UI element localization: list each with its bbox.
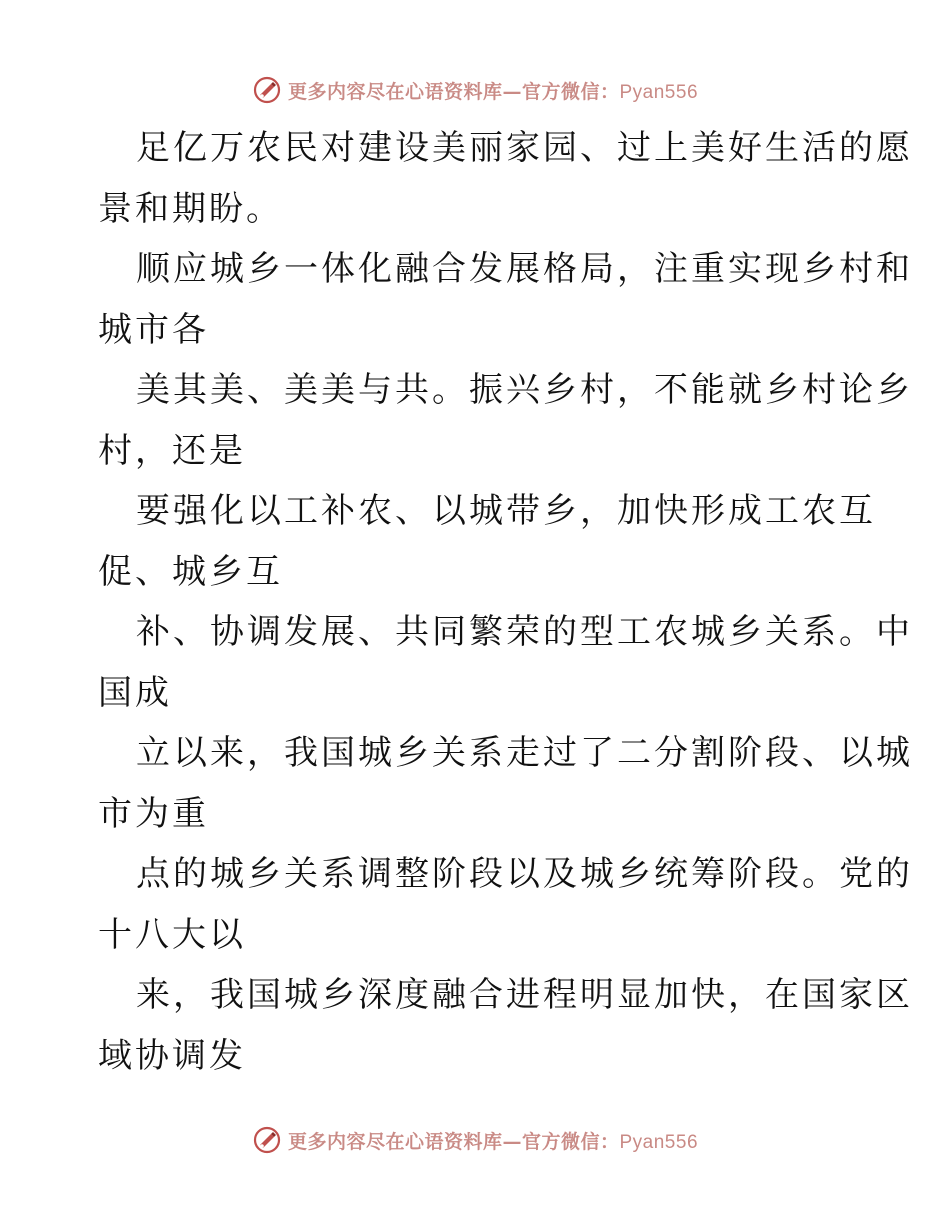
text-line: 城市各 (98, 309, 209, 350)
text-line: 促、城乡互 (98, 551, 283, 592)
text-line: 景和期盼。 (98, 188, 283, 229)
text-line: 国成 (98, 672, 172, 713)
text-line: 域协调发 (98, 1035, 246, 1076)
text-line: 村，还是 (98, 430, 246, 471)
text-line: 顺应城乡一体化融合发展格局，注重实现乡村和 (136, 249, 913, 289)
footer-watermark-banner (0, 1120, 950, 1160)
text-line: 十八大以 (98, 914, 246, 955)
text-line: 市为重 (98, 793, 209, 834)
text-line: 美其美、美美与共。振兴乡村，不能就乡村论乡 (136, 370, 913, 410)
text-line: 补、协调发展、共同繁荣的型工农城乡关系。中 (136, 612, 913, 652)
text-line: 立以来，我国城乡关系走过了二分割阶段、以城 (136, 733, 913, 773)
header-watermark-banner (0, 70, 950, 110)
text-line: 足亿万农民对建设美丽家园、过上美好生活的愿 (136, 128, 913, 168)
header-watermark-text: 更多内容尽在心语资料库—官方微信：Pyan556 (287, 80, 699, 103)
text-line: 要强化以工补农、以城带乡，加快形成工农互 (136, 491, 876, 531)
document-body (98, 118, 913, 1086)
footer-watermark-text: 更多内容尽在心语资料库—官方微信：Pyan556 (287, 1130, 699, 1153)
text-line: 点的城乡关系调整阶段以及城乡统筹阶段。党的 (136, 854, 913, 894)
text-line: 来，我国城乡深度融合进程明显加快，在国家区 (136, 975, 913, 1015)
red-pen-circle-logo-icon (252, 75, 282, 105)
red-pen-circle-logo-icon (252, 1125, 282, 1155)
